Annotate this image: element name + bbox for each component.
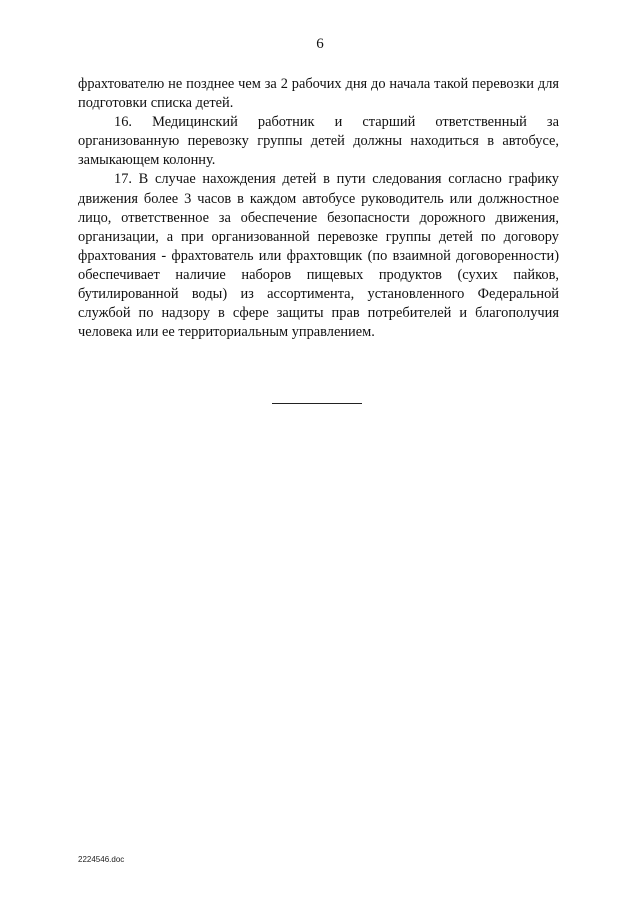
- paragraph-17: 17. В случае нахождения детей в пути следования согласно графику движения более 3 часов в каждом автобусе руководитель или должностное лицо, ответственное за обеспечение безопасности дорожного движения, организации, а при организованной перевозке группы детей по договору фрахтования - фрахтователь или фрахтовщик (по взаимной договоренности) обеспечивает наличие наборов пищевых продуктов (сухих пайков, бутилированной воды) из ассортимента, установленного Федеральной службой по надзору в сфере защиты прав потребителей и благополучия человека или ее территориальным управлением.: [78, 171, 559, 341]
- page-number: 6: [316, 36, 324, 52]
- paragraph-continuation: фрахтователю не позднее чем за 2 рабочих дня до начала такой перевозки для подготовки списка детей.: [78, 76, 559, 112]
- paragraph-16: 16. Медицинский работник и старший ответственный за организованную перевозку группы детей должны находиться в автобусе, замыкающем колонну.: [78, 114, 559, 169]
- document-body: [78, 75, 559, 342]
- end-divider-line: [272, 403, 362, 404]
- footer-file-name: 2224546.doc: [78, 855, 125, 864]
